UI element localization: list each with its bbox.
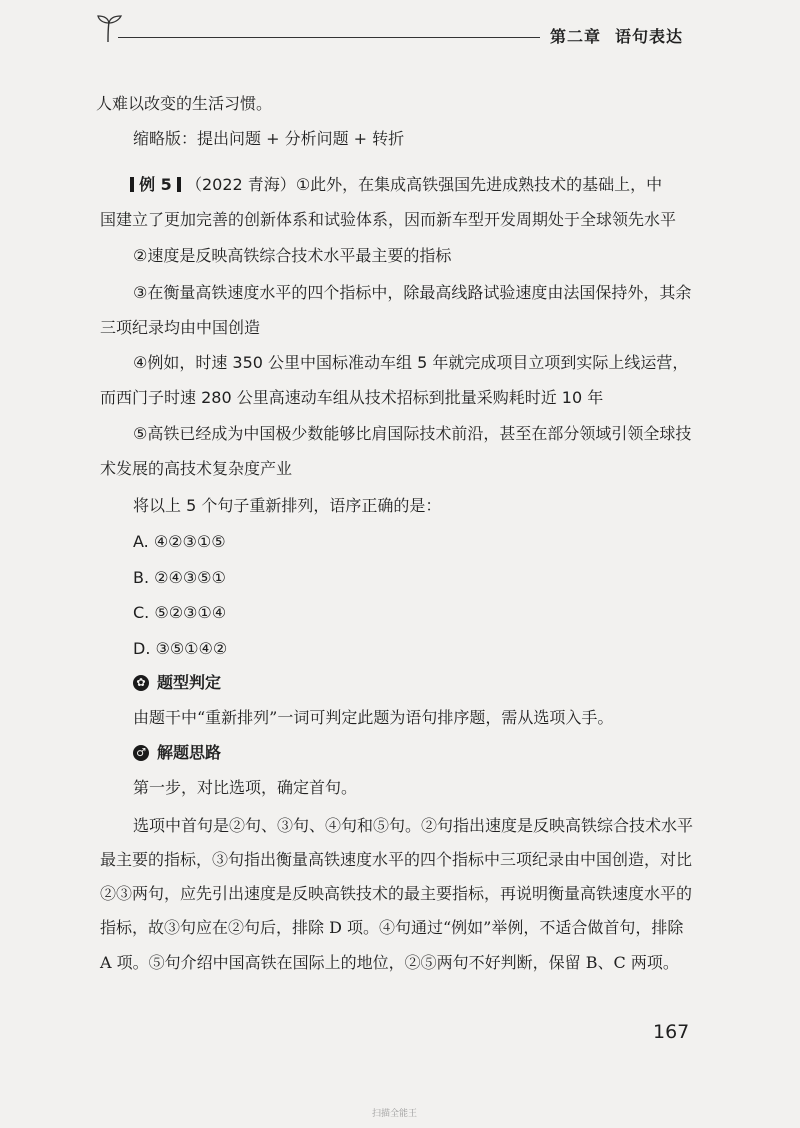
- sentence-5-line-2: 术发展的高技术复杂度产业: [100, 459, 293, 478]
- sentence-3-line-1: ③在衡量高铁速度水平的四个指标中，除最高线路试验速度由法国保持外，其余: [133, 283, 692, 302]
- chapter-header: [550, 24, 697, 47]
- sentence-1-line-2: 国建立了更加完善的创新体系和试验体系，因而新车型开发周期处于全球领先水平: [100, 210, 677, 229]
- example-bar-left: [130, 177, 134, 192]
- option-d: D. ③⑤①④②: [133, 639, 228, 658]
- example-bar-right: [177, 177, 181, 192]
- sentence-3-line-2: 三项纪录均由中国创造: [100, 318, 261, 337]
- option-c: C. ⑤②③①④: [133, 603, 227, 622]
- solution-line-5: A 项。⑤句介绍中国高铁在国际上的地位，②⑤两句不好判断，保留 B、C 两项。: [100, 953, 679, 972]
- male-symbol-icon: ♂: [133, 745, 149, 761]
- example-label: 例 5: [139, 175, 172, 194]
- solution-line-1: 选项中首句是②句、③句、④句和⑤句。②句指出速度是反映高铁综合技术水平: [133, 816, 694, 835]
- sentence-2: ②速度是反映高铁综合技术水平最主要的指标: [133, 246, 452, 265]
- sentence-5-line-1: ⑤高铁已经成为中国极少数能够比肩国际技术前沿，甚至在部分领域引领全球技: [133, 424, 692, 443]
- solution-line-2: 最主要的指标，③句指出衡量高铁速度水平的四个指标中三项纪录由中国创造，对比: [100, 850, 693, 869]
- solution-line-3: ②③两句，应先引出速度是反映高铁技术的最主要指标，再说明衡量高铁速度水平的: [100, 884, 693, 903]
- flower-icon: ✿: [133, 675, 149, 691]
- page-number: 167: [653, 1021, 690, 1043]
- section-type-title: 题型判定: [157, 673, 222, 692]
- section-type-heading: [133, 675, 221, 691]
- chapter-title: 语句表达: [615, 27, 684, 46]
- solution-line-4: 指标，故③句应在②句后，排除 D 项。④句通过“例如”举例，不适合做首句，排除: [100, 918, 684, 937]
- scanner-watermark: 扫描全能王: [372, 1109, 418, 1119]
- example-source: （2022 青海）: [186, 175, 296, 194]
- chapter-number: 第二章: [550, 27, 602, 46]
- sprout-icon: [96, 14, 124, 44]
- option-a: A. ④②③①⑤: [133, 532, 226, 551]
- sentence-1-line-1: ①此外，在集成高铁强国先进成熟技术的基础上，中: [295, 175, 663, 194]
- example-header: [130, 177, 662, 193]
- sentence-4-line-1: ④例如，时速 350 公里中国标准动车组 5 年就完成项目立项到实际上线运营，: [133, 353, 689, 372]
- sentence-4-line-2: 而西门子时速 280 公里高速动车组从技术招标到批量采购耗时近 10 年: [100, 388, 604, 407]
- lead-line-1: 人难以改变的生活习惯。: [96, 94, 273, 113]
- question-stem: 将以上 5 个句子重新排列，语序正确的是：: [133, 496, 442, 515]
- header-rule: [118, 37, 540, 38]
- section-solution-title: 解题思路: [157, 743, 222, 762]
- solution-step-1: 第一步，对比选项，确定首句。: [133, 778, 358, 797]
- option-b: B. ②④③⑤①: [133, 568, 226, 587]
- section-type-text: 由题干中“重新排列”一词可判定此题为语句排序题，需从选项入手。: [133, 708, 614, 727]
- lead-line-2: 缩略版：提出问题 + 分析问题 + 转折: [133, 129, 405, 148]
- section-solution-heading: [133, 745, 221, 761]
